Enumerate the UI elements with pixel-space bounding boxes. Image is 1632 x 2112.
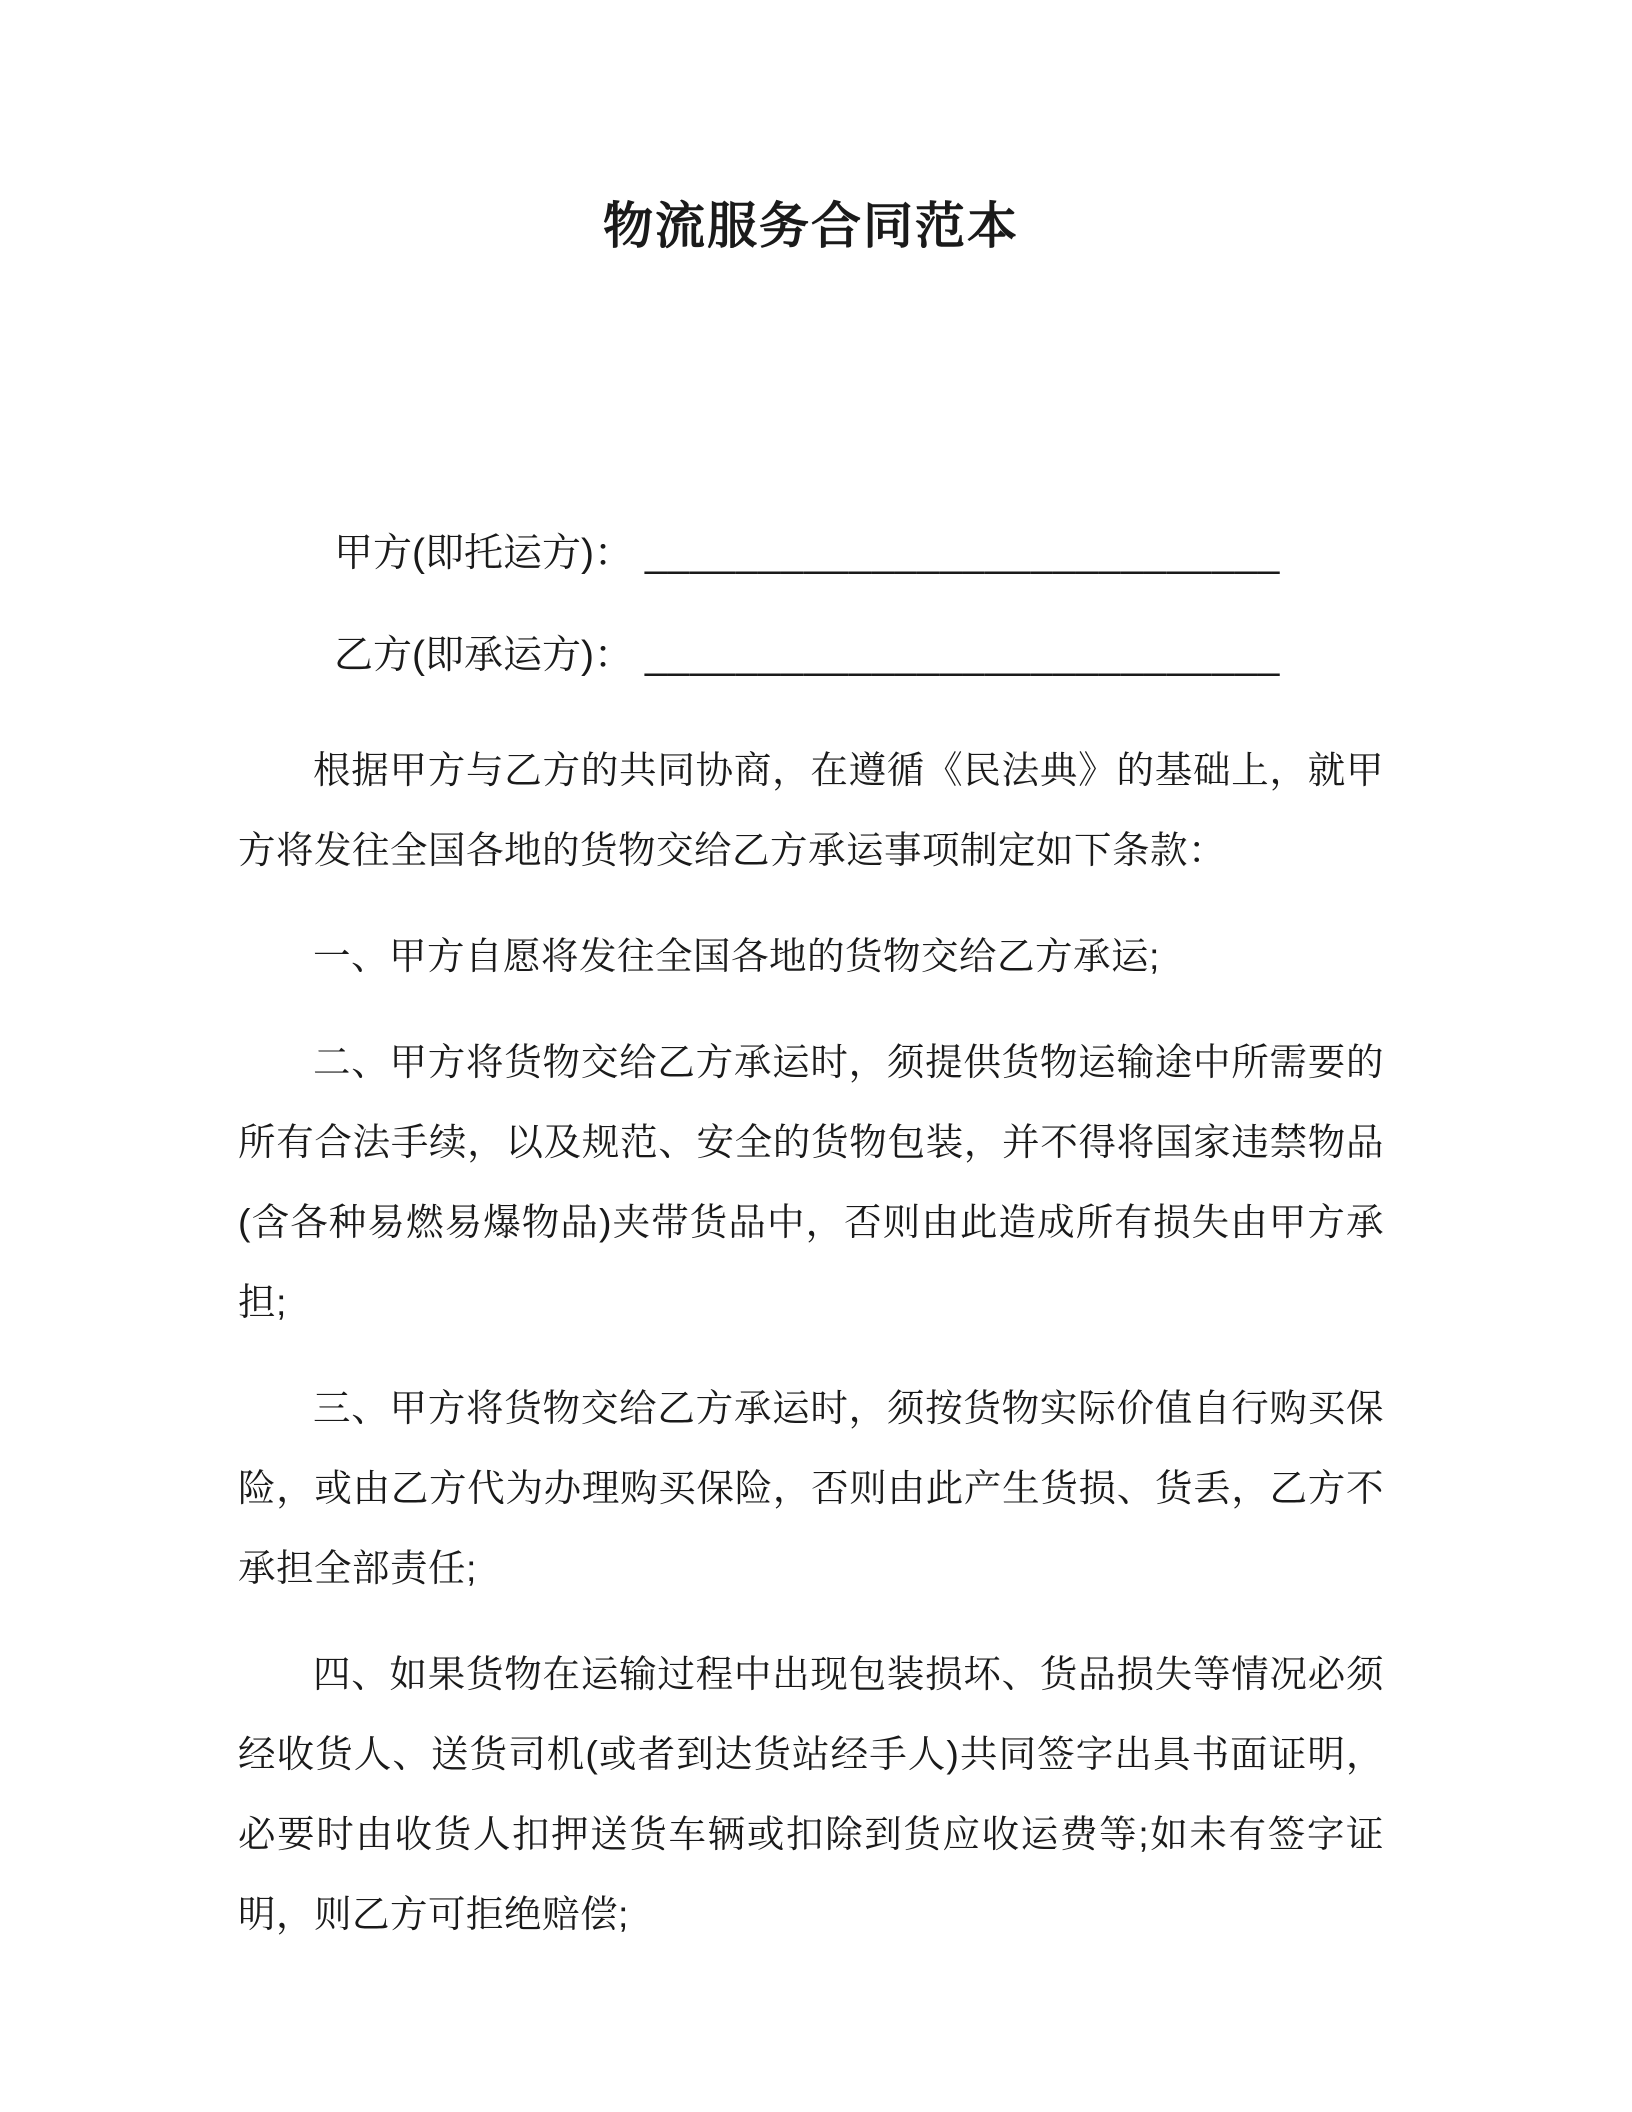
paragraph-preamble: 根据甲方与乙方的共同协商，在遵循《民法典》的基础上，就甲方将发往全国各地的货物交给乙方承运事项制定如下条款： bbox=[238, 749, 1384, 871]
paragraph-clause-4: 四、如果货物在运输过程中出现包装损坏、货品损失等情况必须经收货人、送货司机(或者到达货站经手人)共同签字出具书面证明，必要时由收货人扣押送货车辆或扣除到货应收运费等;如未有签字证明，则乙方可拒绝赔偿; bbox=[238, 1653, 1384, 1935]
party-b-line bbox=[238, 628, 1384, 684]
document-title: 物流服务合同范本 bbox=[603, 198, 1019, 254]
paragraph-clause-1: 一、甲方自愿将发往全国各地的货物交给乙方承运; bbox=[313, 935, 1160, 977]
parties-section bbox=[238, 526, 1384, 684]
party-a-blank-line: ____________________________ bbox=[644, 532, 1281, 575]
party-b-blank-line: ____________________________ bbox=[644, 634, 1281, 677]
contract-body bbox=[238, 730, 1384, 1954]
party-a-line bbox=[238, 526, 1384, 582]
paragraph-clause-3: 三、甲方将货物交给乙方承运时，须按货物实际价值自行购买保险，或由乙方代为办理购买保险，否则由此产生货损、货丢，乙方不承担全部责任; bbox=[238, 1387, 1384, 1589]
party-a-label: 甲方(即托运方)： bbox=[334, 532, 633, 575]
party-b-label: 乙方(即承运方)： bbox=[334, 634, 633, 677]
paragraph-clause-2: 二、甲方将货物交给乙方承运时，须提供货物运输途中所需要的所有合法手续，以及规范、安全的货物包装，并不得将国家违禁物品(含各种易燃易爆物品)夹带货品中，否则由此造成所有损失由甲方承担; bbox=[238, 1041, 1384, 1323]
